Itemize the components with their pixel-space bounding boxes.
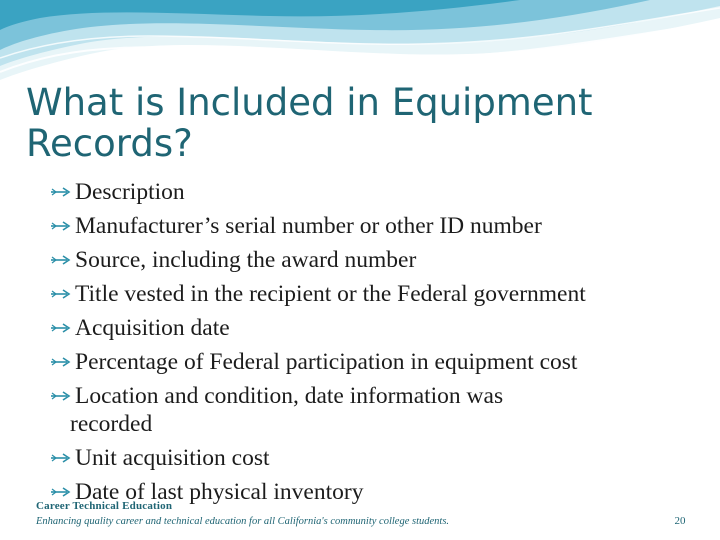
bullet-text: Acquisition date [75, 315, 230, 341]
arrow-bullet-icon [50, 486, 72, 498]
bullet-text: Percentage of Federal participation in equipment cost [75, 349, 578, 375]
arrow-bullet-icon [50, 186, 72, 198]
bullet-item [50, 348, 710, 376]
slide-title [26, 82, 686, 164]
header-wave-decoration [0, 0, 720, 90]
bullet-text: Location and condition, date information was [75, 383, 504, 409]
arrow-bullet-icon [50, 390, 72, 402]
arrow-bullet-icon [50, 322, 72, 334]
bullet-item [50, 280, 710, 308]
arrow-bullet-icon [50, 220, 72, 232]
bullet-text: Source, including the award number [75, 247, 417, 273]
bullet-item [50, 314, 710, 342]
title-line-1: What is Included in Equipment [26, 81, 593, 124]
brand-label: Career Technical Education [36, 500, 173, 512]
bullet-text: Unit acquisition cost [75, 445, 270, 471]
bullet-item [50, 212, 710, 240]
bullet-text-continuation: recorded [70, 411, 153, 437]
bullet-item [50, 444, 710, 472]
bullet-item [50, 382, 710, 438]
arrow-bullet-icon [50, 288, 72, 300]
arrow-bullet-icon [50, 452, 72, 464]
bullet-item [50, 246, 710, 274]
bullet-text: Date of last physical inventory [75, 479, 364, 505]
bullet-text: Description [75, 179, 185, 205]
bullet-text: Manufacturer’s serial number or other ID number [75, 213, 542, 239]
arrow-bullet-icon [50, 254, 72, 266]
arrow-bullet-icon [50, 356, 72, 368]
bullet-text: Title vested in the recipient or the Federal government [75, 281, 586, 307]
bullet-item [50, 178, 710, 206]
bullet-list [50, 178, 710, 506]
title-line-2: Records? [26, 122, 193, 165]
page-number: 20 [674, 515, 686, 527]
footer-tagline: Enhancing quality career and technical education for all California's community college students. [36, 516, 450, 527]
